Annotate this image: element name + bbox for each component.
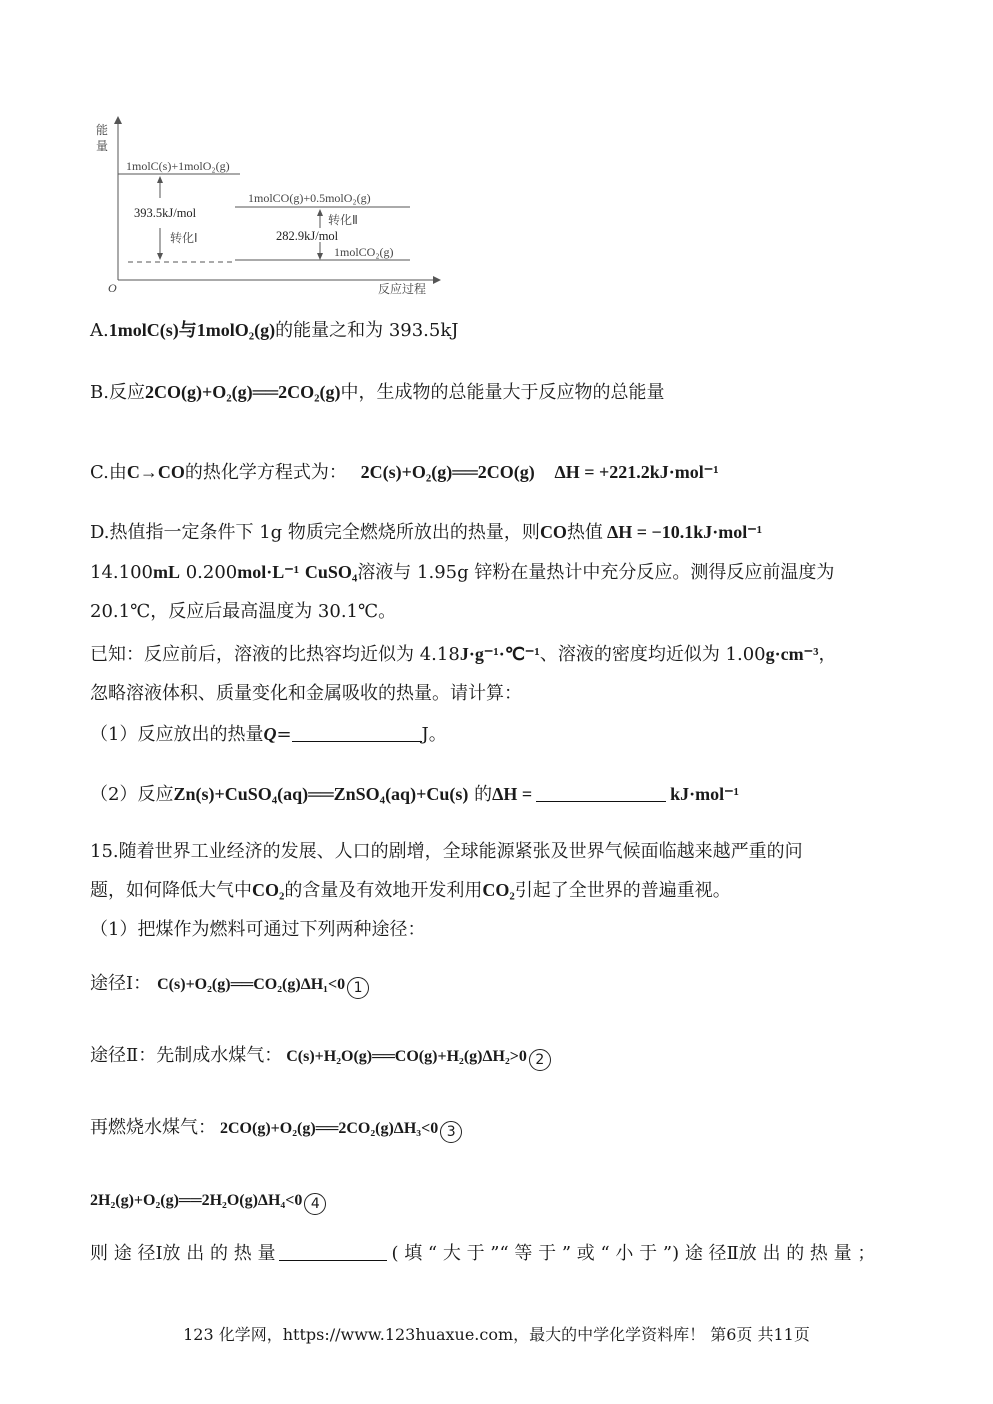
answer-blank-q[interactable] xyxy=(292,723,422,742)
path1-equation: C(s)+O₂(g)══CO₂(g)ΔH₁<0 xyxy=(157,976,346,993)
level-mid-label: 1molCO(g)+0.5molO₂(g) xyxy=(248,191,371,205)
q14-line1: 14.100mL 0.200mol·L⁻¹ CuSO₄溶液与 1.95g 锌粉在量热计中充分反应。测得反应前温度为 xyxy=(90,562,835,583)
option-a: A.1molC(s)与1molO₂(g)的能量之和为 393.5kJ xyxy=(90,320,459,341)
q14-line3: 已知：反应前后，溶液的比热容均近似为 4.18J·g⁻¹·℃⁻¹、溶液的密度均近似为 1.00g·cm⁻³， xyxy=(90,644,837,665)
q14-sub2-equation: Zn(s)+CuSO₄(aq)══ZnSO₄(aq)+Cu(s) xyxy=(173,784,469,804)
q15-last: 则 途 径Ⅰ放 出 的 热 量 ( 填 “ 大 于 ”“ 等 于 ” 或 “ 小 于 ”) 途 径Ⅱ放 出 的 热 量 ； xyxy=(90,1243,876,1264)
path2: 途径Ⅱ：先制成水煤气： C(s)+H₂O(g)══CO(g)+H₂(g)ΔH₂>0 2 xyxy=(90,1044,551,1071)
level-top-label: 1molC(s)+1molO₂(g) xyxy=(126,159,230,173)
energy-diagram xyxy=(96,110,445,296)
path4: 2H₂(g)+O₂(g)══2H₂O(g)ΔH₄<0 4 xyxy=(90,1188,326,1215)
origin-label: O xyxy=(108,281,117,295)
q15-line3: （1）把煤作为燃料可通过下列两种途径： xyxy=(90,919,426,940)
page-footer: 123 化学网，https://www.123huaxue.com，最大的中学化学资料库！ 第6页 共11页 xyxy=(183,1325,810,1344)
option-c-dh: ΔH = +221.2kJ·mol⁻¹ xyxy=(554,462,719,482)
y-axis-label-1: 能 xyxy=(96,123,109,137)
q15-line1: 15.随着世界工业经济的发展、人口的剧增，全球能源紧张及世界气候面临越来越严重的问 xyxy=(90,841,803,862)
option-b-formula: 2CO(g)+O₂(g)══2CO₂(g) xyxy=(144,382,341,402)
level-bottom-label: 1molCO₂(g) xyxy=(334,245,394,259)
path1: 途径Ⅰ： C(s)+O₂(g)══CO₂(g)ΔH₁<0 1 xyxy=(90,972,369,999)
option-c-equation: 2C(s)+O₂(g)══2CO(g) xyxy=(360,462,535,482)
delta2-label: 282.9kJ/mol xyxy=(276,229,339,243)
conv1-label: 转化Ⅰ xyxy=(170,231,198,245)
q15-line2: 题，如何降低大气中CO₂的含量及有效地开发利用CO₂引起了全世界的普遍重视。 xyxy=(90,880,731,901)
path3-equation: 2CO(g)+O₂(g)══2CO₂(g)ΔH₃<0 xyxy=(220,1120,439,1137)
option-c: C.由C→CO的热化学方程式为： 2C(s)+O₂(g)══2CO(g) ΔH = +221.2kJ·mol⁻¹ xyxy=(90,462,719,483)
q14-line2: 20.1℃，反应后最高温度为 30.1℃。 xyxy=(90,601,397,622)
option-d-dh: ΔH = −10.1kJ·mol⁻¹ xyxy=(606,522,763,542)
option-d: D.热值指一定条件下 1g 物质完全燃烧所放出的热量，则CO热值 ΔH = −10.1kJ·mol⁻¹ xyxy=(90,522,763,543)
q14-line4: 忽略溶液体积、质量变化和金属吸收的热量。请计算： xyxy=(90,683,522,704)
q14-sub1: （1）反应放出的热量Q= J。 xyxy=(90,724,447,745)
option-b: B.反应2CO(g)+O₂(g)══2CO₂(g)中，生成物的总能量大于反应物的总能量 xyxy=(90,382,665,403)
y-axis-label-2: 量 xyxy=(96,139,109,153)
q14-sub2: （2）反应Zn(s)+CuSO₄(aq)══ZnSO₄(aq)+Cu(s) 的ΔH = kJ·mol⁻¹ xyxy=(90,784,740,805)
answer-blank-compare[interactable] xyxy=(279,1242,387,1261)
option-a-formula: 1molC(s)与1molO₂(g) xyxy=(108,320,276,340)
conv2-label: 转化Ⅱ xyxy=(328,213,358,227)
path3: 再燃烧水煤气： 2CO(g)+O₂(g)══2CO₂(g)ΔH₃<0 3 xyxy=(90,1116,462,1143)
delta1-label: 393.5kJ/mol xyxy=(134,206,197,220)
x-axis-arrow xyxy=(433,276,441,284)
x-axis-label: 反应过程 xyxy=(378,282,427,296)
answer-blank-dh[interactable] xyxy=(536,783,666,802)
path4-equation: 2H₂(g)+O₂(g)══2H₂O(g)ΔH₄<0 xyxy=(90,1192,303,1209)
y-axis-arrow xyxy=(114,116,122,124)
path2-equation: C(s)+H₂O(g)══CO(g)+H₂(g)ΔH₂>0 xyxy=(286,1048,527,1065)
